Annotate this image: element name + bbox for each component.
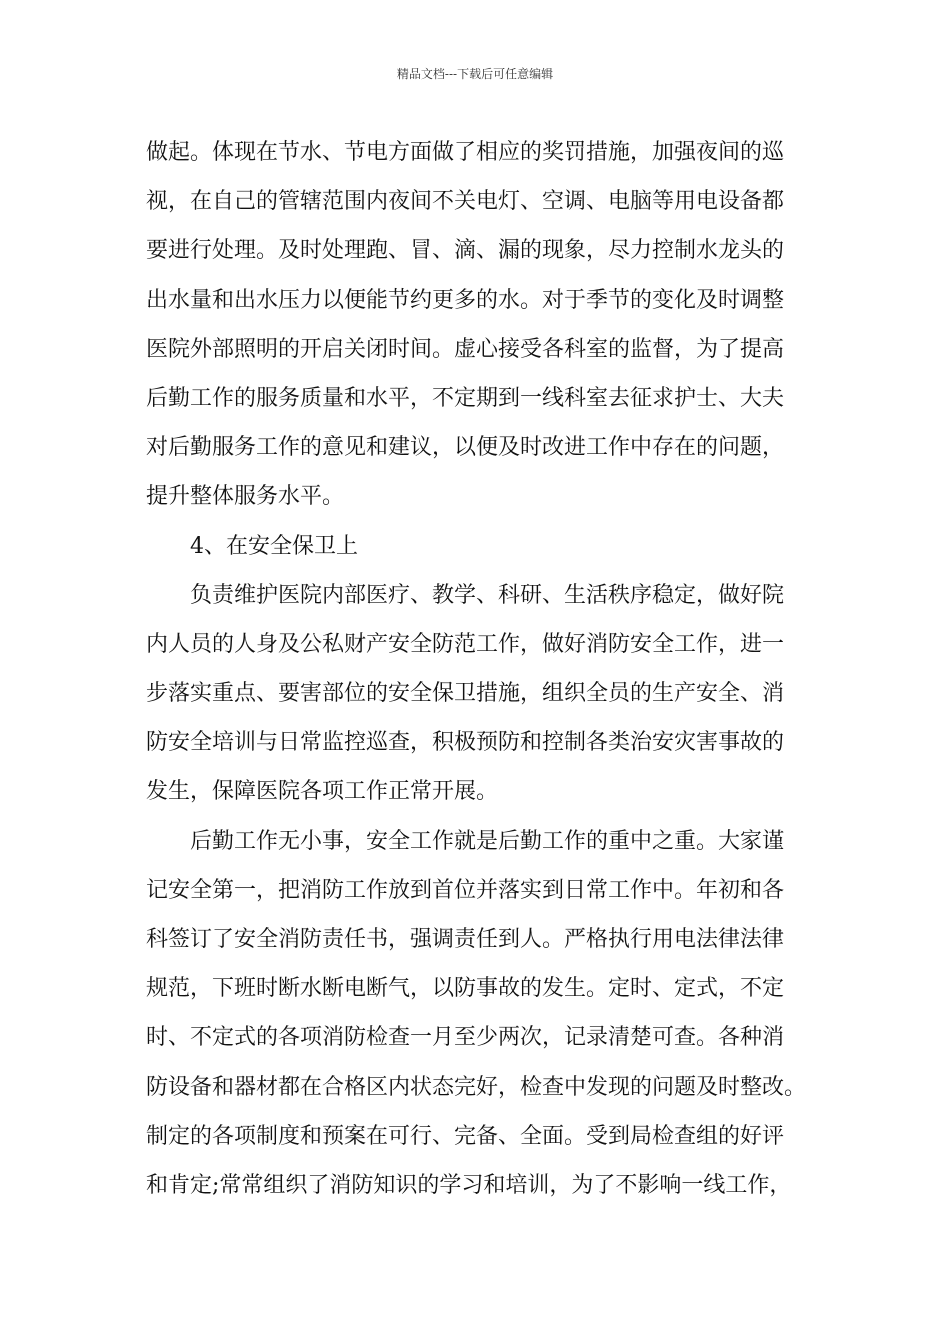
- text-line: 内人员的人身及公私财产安全防范工作，做好消防安全工作，进一: [146, 631, 785, 657]
- text-line: 后勤工作的服务质量和水平，不定期到一线科室去征求护士、大夫: [146, 385, 785, 411]
- text-line: 做起。体现在节水、节电方面做了相应的奖罚措施，加强夜间的巡: [146, 140, 785, 165]
- text-line: 规范，下班时断水断电断气，以防事故的发生。定时、定式，不定: [146, 976, 785, 1002]
- text-line: 后勤工作无小事，安全工作就是后勤工作的重中之重。大家谨: [190, 828, 785, 854]
- text-line: 对后勤服务工作的意见和建议，以便及时改进工作中存在的问题，: [146, 435, 785, 461]
- text-line: 发生，保障医院各项工作正常开展。: [146, 779, 499, 805]
- text-line: 步落实重点、要害部位的安全保卫措施，组织全员的生产安全、消: [146, 681, 785, 707]
- document-body: [146, 128, 808, 1210]
- text-line: 时、不定式的各项消防检查一月至少两次，记录清楚可查。各种消: [146, 1025, 785, 1051]
- text-line: 医院外部照明的开启关闭时间。虚心接受各科室的监督，为了提高: [146, 336, 785, 362]
- text-line: 科签订了安全消防责任书，强调责任到人。严格执行用电法律法律: [146, 927, 785, 952]
- text-line: 记安全第一，把消防工作放到首位并落实到日常工作中。年初和各: [146, 877, 785, 903]
- section-heading: 4、在安全保卫上: [190, 533, 358, 559]
- page-header: 精品文档---下载后可任意编辑: [396, 67, 554, 81]
- text-line: 和肯定;常常组织了消防知识的学习和培训，为了不影响一线工作，: [146, 1172, 792, 1198]
- text-line: 视，在自己的管辖范围内夜间不关电灯、空调、电脑等用电设备都: [146, 189, 785, 215]
- text-line: 出水量和出水压力以便能节约更多的水。对于季节的变化及时调整: [146, 287, 785, 313]
- text-line: 要进行处理。及时处理跑、冒、滴、漏的现象，尽力控制水龙头的: [146, 238, 785, 264]
- text-line: 防安全培训与日常监控巡查，积极预防和控制各类治安灾害事故的: [146, 730, 785, 756]
- text-line: 制定的各项制度和预案在可行、完备、全面。受到局检查组的好评: [146, 1123, 785, 1149]
- text-line: 提升整体服务水平。: [146, 484, 345, 510]
- text-line: 负责维护医院内部医疗、教学、科研、生活秩序稳定，做好院: [190, 582, 785, 608]
- text-line: 防设备和器材都在合格区内状态完好，检查中发现的问题及时整改。: [146, 1074, 807, 1100]
